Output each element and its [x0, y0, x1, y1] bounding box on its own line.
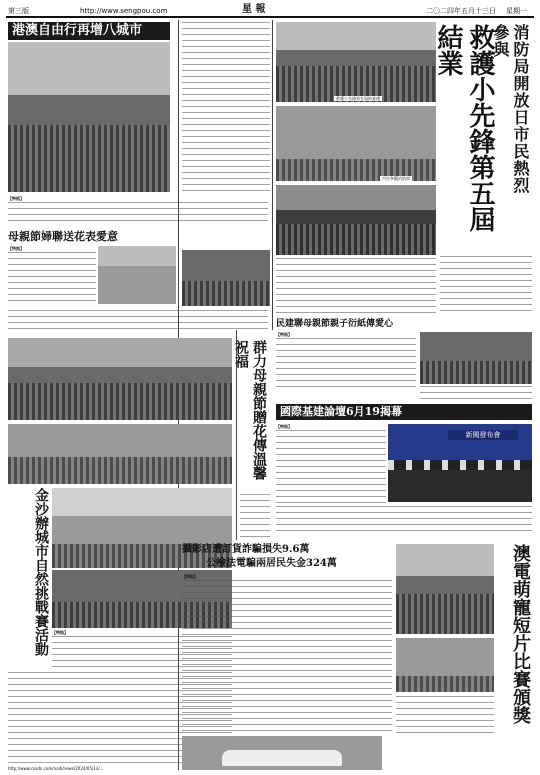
headline-short-film: 澳電萌寵短片比賽頒獎: [510, 544, 531, 724]
article-body-flowers: 【特訊】: [8, 246, 96, 306]
photo-pet-film: [396, 638, 494, 692]
masthead: 星 報: [242, 4, 266, 15]
article-text-fire: [276, 258, 436, 314]
photo-award-ceremony: [396, 544, 494, 634]
article-body-parent-child: 【特訊】: [276, 332, 416, 392]
article-text-column: [182, 22, 270, 192]
photo-fire-station: [276, 185, 436, 255]
photo-group-flowers: [8, 338, 232, 420]
photo-firefighter-demo: [276, 106, 436, 181]
issue-date: 二〇二四年五月十三日: [426, 7, 496, 15]
page-number: 第三版: [8, 7, 29, 15]
photo-nature-walk: [52, 488, 232, 568]
article-body-infra: 【特訊】: [276, 424, 386, 504]
article-body-scam: 【特訊】: [182, 574, 392, 734]
article-text-parent-child: [420, 386, 532, 400]
photo-car: [182, 736, 382, 770]
photo-flower-group: [182, 250, 270, 306]
photo-outdoor-team: [8, 424, 232, 484]
photo-craft-event: [420, 332, 532, 384]
headline-scam-line2: 公檢法電騙兩居民失金324萬: [206, 558, 337, 569]
article-text-flowers: [8, 310, 268, 334]
article-text-fire: [440, 256, 532, 316]
headline-fire-open-day: 救護小先鋒第五屆結業: [433, 24, 495, 232]
weekday: 星期一: [506, 7, 527, 15]
article-body-cotai: 【特訊】: [52, 630, 232, 670]
headline-parent-child: 民建聯母親節親子衍紙傳愛心: [276, 319, 394, 329]
photo-building-street: [98, 246, 176, 304]
headline-flower-blessing: 群力母親節贈花傳溫馨祝福: [233, 340, 267, 480]
page-header: [6, 4, 534, 18]
headline-mothers-day-flowers: 母親節婦聯送花表愛意: [8, 230, 118, 243]
headline-scam-line1: 攝影店遭訂貨詐騙損失9.6萬: [182, 544, 310, 555]
photo-group-graduation: [276, 22, 436, 102]
website-url[interactable]: http://www.sengpou.com: [80, 7, 168, 15]
article-body-free-travel: 【特訊】: [8, 196, 268, 226]
headline-free-travel: 港澳自由行再增八城市: [8, 22, 170, 40]
photo-crowd-square: [8, 42, 170, 192]
headline-cotai-challenge: 金沙辦城市自然挑戰賽活動: [33, 488, 49, 656]
photo-press-conference: [388, 424, 532, 502]
footer-url[interactable]: http://www.cssdn.com/nadi/news/2024/05/13/...: [8, 766, 104, 771]
photo-caption: 市民參觀消防車: [382, 176, 410, 181]
article-text-flower-blessing: [240, 494, 270, 538]
article-text-short-film: [396, 696, 494, 736]
press-banner: 新聞發布會: [448, 430, 518, 440]
photo-caption: 救護小先鋒第五屆結業禮: [336, 96, 380, 101]
headline-infra-forum: 國際基建論壇6月19揭幕: [276, 404, 532, 420]
article-text-infra: [276, 506, 532, 536]
kicker-fire-open-day: 消防局開放日市民熱烈參與: [491, 24, 530, 194]
column-rule: [272, 20, 273, 330]
